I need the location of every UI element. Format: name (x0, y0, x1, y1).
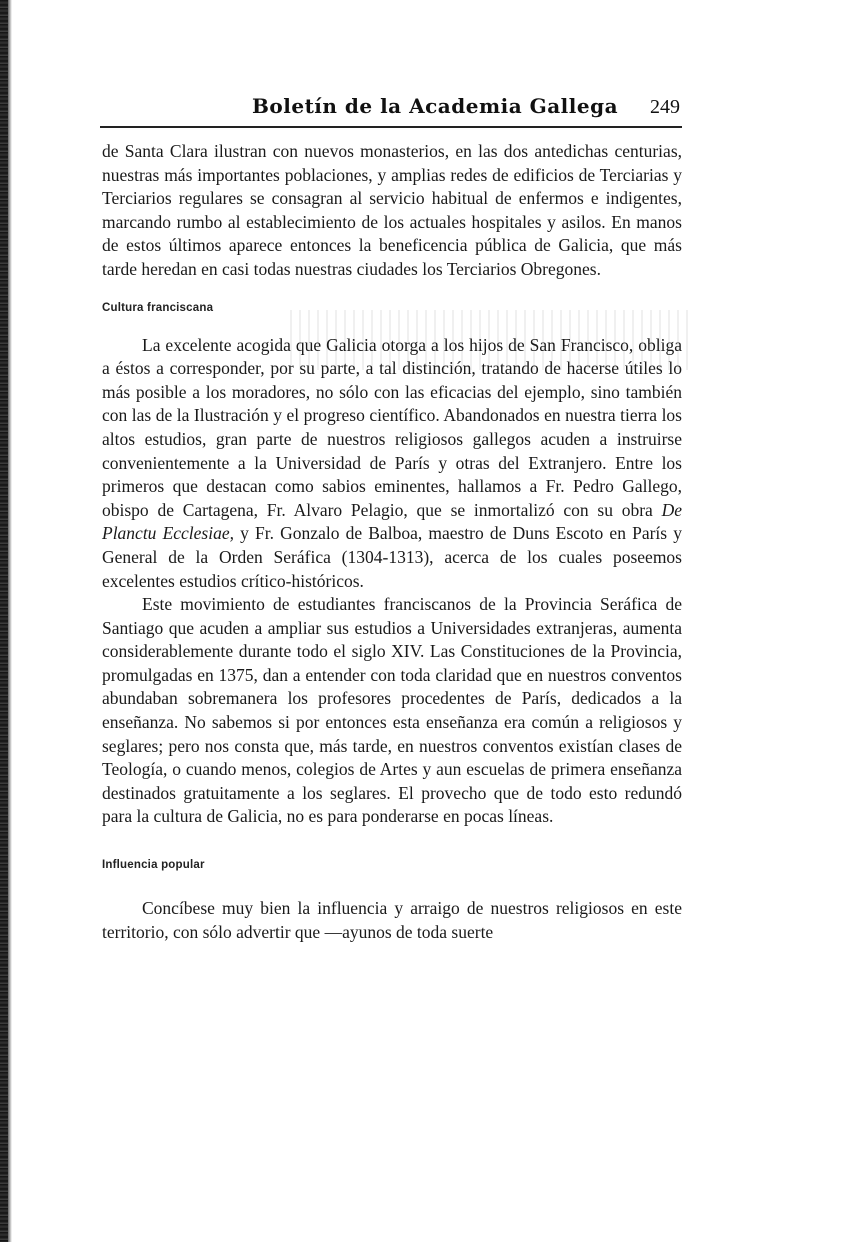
cultura-paragraph-1-text-b: y Fr. Gonzalo de Balboa, maestro de Duns Escoto en París y General de la Orden Seráfica (1304-1313), acerca de los cuales poseemos excelentes estudios crítico-históricos. (102, 523, 682, 591)
work-title: De Planctu Ecclesiae, (102, 499, 682, 544)
heading-influencia-popular: Influencia popular (102, 859, 205, 872)
page-number: 249 (650, 96, 680, 118)
intro-paragraph: de Santa Clara ilustran con nuevos monasterios, en las dos antedichas centurias, nuestras más importantes poblaciones, y amplias redes de edificios de Terciarias y Terciarios regulares se consagran al servicio habitual de enfermos e indigentes, marcando rumbo al establecimiento de los actuales hospitales y asilos. En manos de estos últimos aparece entonces la beneficencia pública de Galicia, que más tarde heredan en casi todas nuestras ciudades los Terciarios Obregones. (102, 141, 682, 279)
heading-cultura-franciscana: Cultura franciscana (102, 301, 214, 314)
binding-shadow (8, 0, 12, 1242)
cultura-paragraph-2: Este movimiento de estudiantes franciscanos de la Provincia Seráfica de Santiago que acuden a ampliar sus estudios a Universidades extranjeras, aumenta considerablemente durante todo el siglo XIV. Las Constituciones de la Provincia, promulgadas en 1375, dan a entender con toda claridad que en nuestros conventos abundaban sobremanera los profesores procedentes de París, dedicados a la enseñanza. No sabemos si por entonces esta enseñanza era común a religiosos y seglares; pero nos consta que, más tarde, en nuestros conventos existían clases de Teología, o cuando menos, colegios de Artes y aun escuelas de primera enseñanza destinados gratuitamente a los seglares. El provecho que de todo esto redundó para la cultura de Galicia, no es para ponderarse en pocas líneas. (102, 594, 682, 827)
running-title: Boletín de la Academia Gallega (252, 94, 619, 118)
book-binding-edge (0, 0, 8, 1242)
influencia-paragraph: Concíbese muy bien la influencia y arraigo de nuestros religiosos en este territorio, con sólo advertir que —ayunos de toda suerte (102, 898, 682, 942)
cultura-paragraph-1 (102, 334, 682, 594)
cultura-paragraph-1-text-a: La excelente acogida que Galicia otorga a los hijos de San Francisco, obliga a éstos a corresponder, por su parte, a tal distinción, tratando de hacerse útiles lo más posible a los moradores, no sólo con las eficacias del ejemplo, sino también con las de la Ilustración y el progreso científico. Abandonados en nuestra tierra los altos estudios, gran parte de nuestros religiosos gallegos acuden a instruirse convenientemente a la Universidad de París y otras del Extranjero. Entre los primeros que destacan como sabios eminentes, hallamos a Fr. Pedro Gallego, obispo de Cartagena, Fr. Alvaro Pelagio, que se inmortalizó con su obra (102, 334, 682, 520)
page-body (102, 140, 682, 944)
page-header (100, 92, 682, 128)
